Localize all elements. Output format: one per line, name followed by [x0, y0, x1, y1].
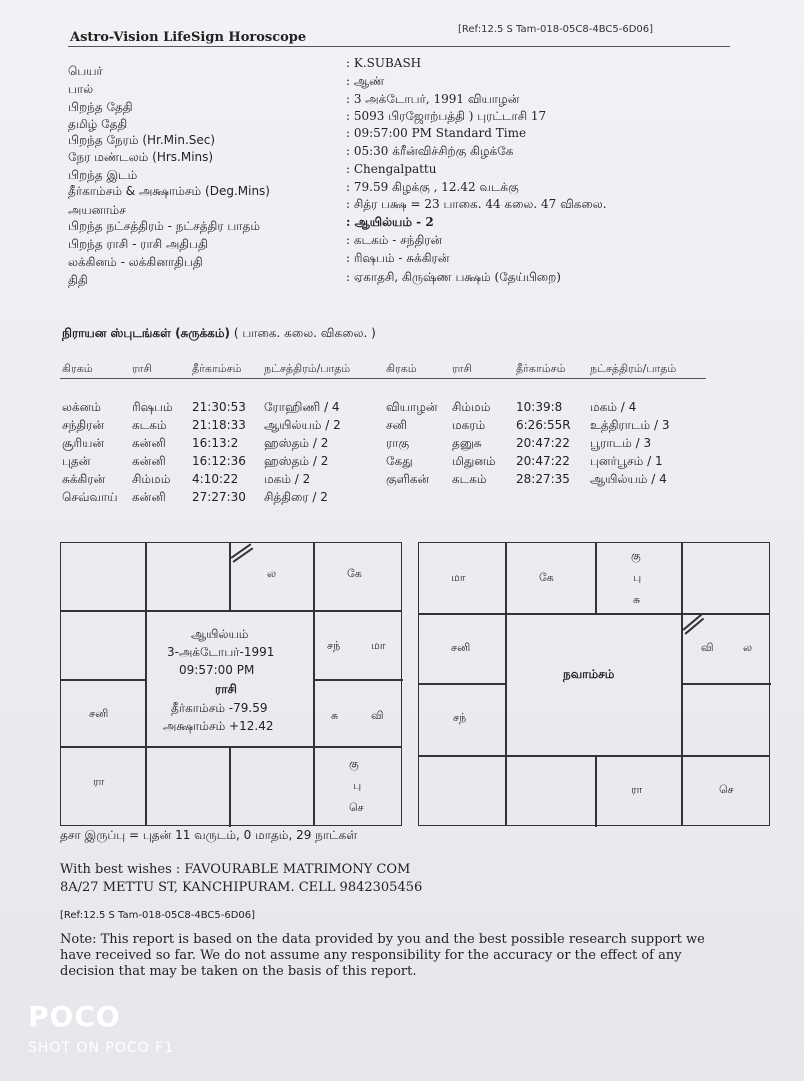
table-cell: ரிஷபம் — [132, 400, 173, 414]
footer-address: 8A/27 METTU ST, KANCHIPURAM. CELL 9842305456 — [60, 880, 423, 895]
table-cell: சந்திரன் — [62, 418, 105, 432]
rasi-center-latitude: அக்ஷாம்சம் +12.42 — [163, 719, 274, 733]
report-reference: [Ref:12.5 S Tam-018-05C8-4BC5-6D06] — [458, 24, 654, 35]
navamsa-cell-lagna: ல — [743, 641, 753, 654]
navamsa-cell-saturn: சனி — [451, 641, 471, 654]
table-cell: கன்னி — [132, 454, 166, 468]
detail-label-dob: பிறந்த தேதி — [68, 100, 133, 114]
table-cell: சூரியன் — [62, 436, 105, 450]
table-cell: 16:13:2 — [192, 436, 239, 450]
rasi-cell-venus: சு — [331, 709, 339, 722]
rasi-center-longitude: தீர்காம்சம் -79.59 — [171, 701, 268, 715]
detail-value-rasi: : கடகம் - சந்திரன் — [346, 233, 443, 247]
detail-label-coordinates: தீர்காம்சம் & அக்ஷாம்சம் (Deg.Mins) — [68, 184, 270, 198]
table-cell: கடகம் — [452, 472, 487, 486]
table-cell: வியாழன் — [386, 400, 438, 414]
table-cell: புனர்பூசம் / 1 — [590, 454, 663, 468]
navamsa-cell-mars: செ — [719, 783, 734, 796]
navamsa-cell-rahu: ரா — [631, 783, 643, 796]
detail-label-star: பிறந்த நட்சத்திரம் - நட்சத்திர பாதம் — [68, 219, 261, 233]
table-cell: ரோஹிணி / 4 — [264, 400, 340, 414]
table-cell: ஆயில்யம் / 4 — [590, 472, 667, 486]
table-cell: ஆயில்யம் / 2 — [264, 418, 341, 432]
detail-value-dob: : 3 அக்டோபர், 1991 வியாழன் — [346, 92, 520, 106]
rasi-center-date: 3-அக்டோபர்-1991 — [167, 645, 275, 659]
col-header-rasi-2: ராசி — [452, 362, 473, 375]
table-cell: குளிகன் — [386, 472, 430, 486]
table-cell: 16:12:36 — [192, 454, 246, 468]
table-cell: 28:27:35 — [516, 472, 570, 486]
rasi-cell-saturn: சனி — [89, 707, 109, 720]
detail-label-sex: பால் — [68, 82, 94, 96]
table-cell: சுக்கிரன் — [62, 472, 106, 486]
table-cell: லக்னம் — [62, 400, 101, 414]
navamsa-cell-venus: சு — [633, 593, 641, 606]
rasi-cell-moon: சந் — [327, 639, 341, 652]
navamsa-center-label: நவாம்சம் — [563, 667, 615, 681]
navamsa-cell-sun: கு — [631, 549, 641, 562]
table-cell: சனி — [386, 418, 407, 432]
table-header-rule — [60, 378, 706, 379]
navamsa-cell-ketu: கே — [539, 571, 554, 584]
detail-value-coordinates: : 79.59 கிழக்கு , 12.42 வடக்கு — [346, 180, 519, 194]
table-cell: சிம்மம் — [452, 400, 491, 414]
detail-value-ayanamsa: : சித்ர பக்ஷ = 23 பாகை. 44 கலை. 47 விகலை. — [346, 197, 607, 211]
header-rule — [68, 46, 730, 47]
rasi-chart — [60, 542, 402, 826]
camera-watermark-caption: SHOT ON POCO F1 — [28, 1040, 175, 1056]
detail-value-sex: : ஆண் — [346, 74, 385, 88]
table-cell: ஹஸ்தம் / 2 — [264, 436, 329, 450]
detail-label-time-zone: நேர மண்டலம் (Hrs.Mins) — [68, 150, 214, 164]
detail-label-thithi: திதி — [68, 273, 88, 287]
col-header-star-2: நட்சத்திரம்/பாதம் — [590, 362, 677, 375]
rasi-cell-rahu: ரா — [93, 775, 105, 788]
footer-wishes: With best wishes : FAVOURABLE MATRIMONY COM — [60, 862, 411, 877]
table-cell: ராகு — [386, 436, 410, 450]
detail-value-name: : K.SUBASH — [346, 56, 422, 70]
rasi-cell-mandi: மா — [371, 639, 386, 652]
detail-label-tamil-date: தமிழ் தேதி — [68, 117, 128, 131]
table-cell: பூராடம் / 3 — [590, 436, 652, 450]
col-header-star: நட்சத்திரம்/பாதம் — [264, 362, 351, 375]
planets-title: நிராயன ஸ்புடங்கள் (சுருக்கம்) — [62, 326, 230, 340]
col-header-rasi: ராசி — [132, 362, 153, 375]
table-cell: செவ்வாய் — [62, 490, 118, 504]
detail-label-rasi: பிறந்த ராசி - ராசி அதிபதி — [68, 237, 208, 251]
detail-label-lagna: லக்கினம் - லக்கினாதிபதி — [68, 255, 203, 269]
detail-value-birth-time: : 09:57:00 PM Standard Time — [346, 126, 527, 140]
table-cell: கேது — [386, 454, 413, 468]
rasi-cell-jupiter: வி — [371, 709, 384, 722]
rasi-cell-mercury: பு — [353, 779, 362, 792]
table-cell: கன்னி — [132, 490, 166, 504]
detail-label-birth-time: பிறந்த நேரம் (Hr.Min.Sec) — [68, 133, 216, 147]
col-header-planet-2: கிரகம் — [386, 362, 417, 375]
planets-section-title — [62, 326, 376, 342]
table-cell: மகம் / 2 — [264, 472, 311, 486]
col-header-longitude-2: தீர்காம்சம் — [516, 362, 566, 375]
col-header-longitude: தீர்காம்சம் — [192, 362, 242, 375]
col-header-planet: கிரகம் — [62, 362, 93, 375]
table-cell: சிம்மம் — [132, 472, 171, 486]
report-title: Astro-Vision LifeSign Horoscope — [70, 30, 307, 45]
table-cell: தனுசு — [452, 436, 482, 450]
table-cell: 6:26:55R — [516, 418, 571, 432]
rasi-cell-lagna: ல — [267, 567, 277, 580]
table-cell: மகம் / 4 — [590, 400, 637, 414]
detail-label-ayanamsa: அயனாம்ச — [68, 203, 126, 217]
footer-reference: [Ref:12.5 S Tam-018-05C8-4BC5-6D06] — [60, 910, 256, 921]
table-cell: 27:27:30 — [192, 490, 246, 504]
table-cell: 4:10:22 — [192, 472, 239, 486]
detail-value-tamil-date: : 5093 பிரஜோற்பத்தி ) புரட்டாசி 17 — [346, 109, 547, 123]
table-cell: 21:30:53 — [192, 400, 246, 414]
navamsa-cell-jupiter: வி — [701, 641, 714, 654]
table-cell: சித்திரை / 2 — [264, 490, 328, 504]
table-cell: 20:47:22 — [516, 454, 570, 468]
table-cell: புதன் — [62, 454, 91, 468]
detail-value-lagna: : ரிஷபம் - சுக்கிரன் — [346, 251, 450, 265]
rasi-cell-mars: செ — [349, 801, 364, 814]
table-cell: ஹஸ்தம் / 2 — [264, 454, 329, 468]
detail-value-time-zone: : 05:30 க்ரீன்விச்சிற்கு கிழக்கே — [346, 144, 514, 158]
rasi-cell-ketu: கே — [347, 567, 362, 580]
table-cell: 10:39:8 — [516, 400, 563, 414]
navamsa-cell-moon: சந் — [453, 711, 467, 724]
navamsa-chart — [418, 542, 770, 826]
table-cell: உத்திராடம் / 3 — [590, 418, 670, 432]
table-cell: 20:47:22 — [516, 436, 570, 450]
rasi-cell-sun: கு — [349, 757, 359, 770]
detail-label-birth-place: பிறந்த இடம் — [68, 168, 138, 182]
detail-value-star: : ஆயில்யம் - 2 — [346, 215, 434, 229]
rasi-center-star: ஆயில்யம் — [191, 627, 249, 641]
table-cell: கடகம் — [132, 418, 167, 432]
navamsa-cell-mercury: பு — [633, 571, 642, 584]
camera-watermark-brand: POCO — [28, 1000, 121, 1033]
table-cell: 21:18:33 — [192, 418, 246, 432]
table-cell: மகரம் — [452, 418, 486, 432]
planets-subtitle: ( பாகை. கலை. விகலை. ) — [233, 326, 376, 340]
table-cell: மிதுனம் — [452, 454, 496, 468]
detail-value-birth-place: : Chengalpattu — [346, 162, 437, 176]
table-cell: கன்னி — [132, 436, 166, 450]
rasi-center-label: ராசி — [215, 682, 237, 696]
navamsa-cell-mandi: மா — [451, 571, 466, 584]
rasi-center-time: 09:57:00 PM — [179, 663, 255, 677]
detail-value-thithi: : ஏகாதசி, கிருஷ்ண பக்ஷம் (தேய்பிறை) — [346, 270, 561, 284]
detail-label-name: பெயர் — [68, 64, 103, 78]
dasa-balance: தசா இருப்பு = புதன் 11 வருடம், 0 மாதம், 29 நாட்கள் — [60, 828, 358, 842]
footer-note: Note: This report is based on the data provided by you and the best possible research support we have received so far. We do not assume any responsibility for the accuracy or the effect of any decision that may be taken on the basis of this report. — [60, 932, 705, 979]
